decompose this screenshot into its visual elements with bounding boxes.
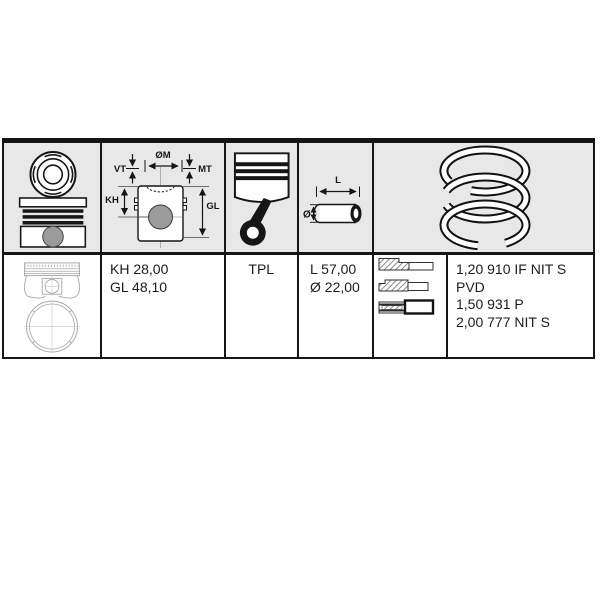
dim-label-kh: KH: [105, 195, 120, 206]
dim-label-gl: GL: [206, 201, 220, 212]
pin-label-dia: Ø: [302, 209, 311, 220]
pin-dim-dia: Ø 22,00: [310, 278, 360, 295]
header-row: [4, 143, 593, 255]
piston-top-and-side-view-icon: [4, 146, 100, 250]
piston-with-connecting-rod-icon: [226, 146, 298, 250]
ring-spec-line: 1,50 931 P: [456, 296, 524, 312]
ring-spec-line: 1,20 910 IF NIT S: [456, 261, 567, 277]
conrod-header-cell: [226, 143, 300, 252]
piston-dim-kh: KH 28,00: [110, 261, 169, 277]
piston-dim-gl: GL 48,10: [110, 278, 168, 295]
rings-header-cell: [374, 143, 593, 252]
piston-dimension-diagram-icon: [102, 145, 223, 250]
pin-dimensions-cell: [299, 255, 374, 357]
compression-ring-profile-icon: [379, 259, 433, 271]
ring-profiles-icon-group: [375, 255, 445, 319]
dim-label-mt: MT: [198, 164, 213, 175]
pin-dim-l: L 57,00: [310, 261, 357, 277]
piston-technical-drawing: [4, 256, 100, 356]
piston-dimensions-cell: [102, 255, 226, 357]
piston-pin-diagram-icon: [300, 146, 372, 250]
pin-label-l: L: [334, 174, 341, 186]
rod-type-value: TPL: [248, 261, 275, 277]
piston-catalog-table: [2, 138, 595, 359]
piston-header-cell: [4, 143, 102, 252]
ring-profiles-cell: [374, 255, 448, 357]
rod-type-cell: [226, 255, 300, 357]
ring-spec-line: 2,00 777 NIT S: [456, 313, 550, 330]
ring-spec-line: PVD: [456, 278, 485, 295]
data-row: [4, 255, 593, 357]
dim-label-om: ØM: [155, 150, 171, 161]
piston-drawing-cell: [4, 255, 102, 357]
ring-specs-cell: [448, 255, 593, 357]
piston-ring-stack-icon: [374, 145, 593, 250]
pin-header-cell: [299, 143, 374, 252]
taper-ring-profile-icon: [379, 280, 428, 291]
dim-label-vt: VT: [114, 164, 127, 175]
dimensions-header-cell: [102, 143, 226, 252]
oil-control-ring-profile-icon: [379, 301, 433, 314]
